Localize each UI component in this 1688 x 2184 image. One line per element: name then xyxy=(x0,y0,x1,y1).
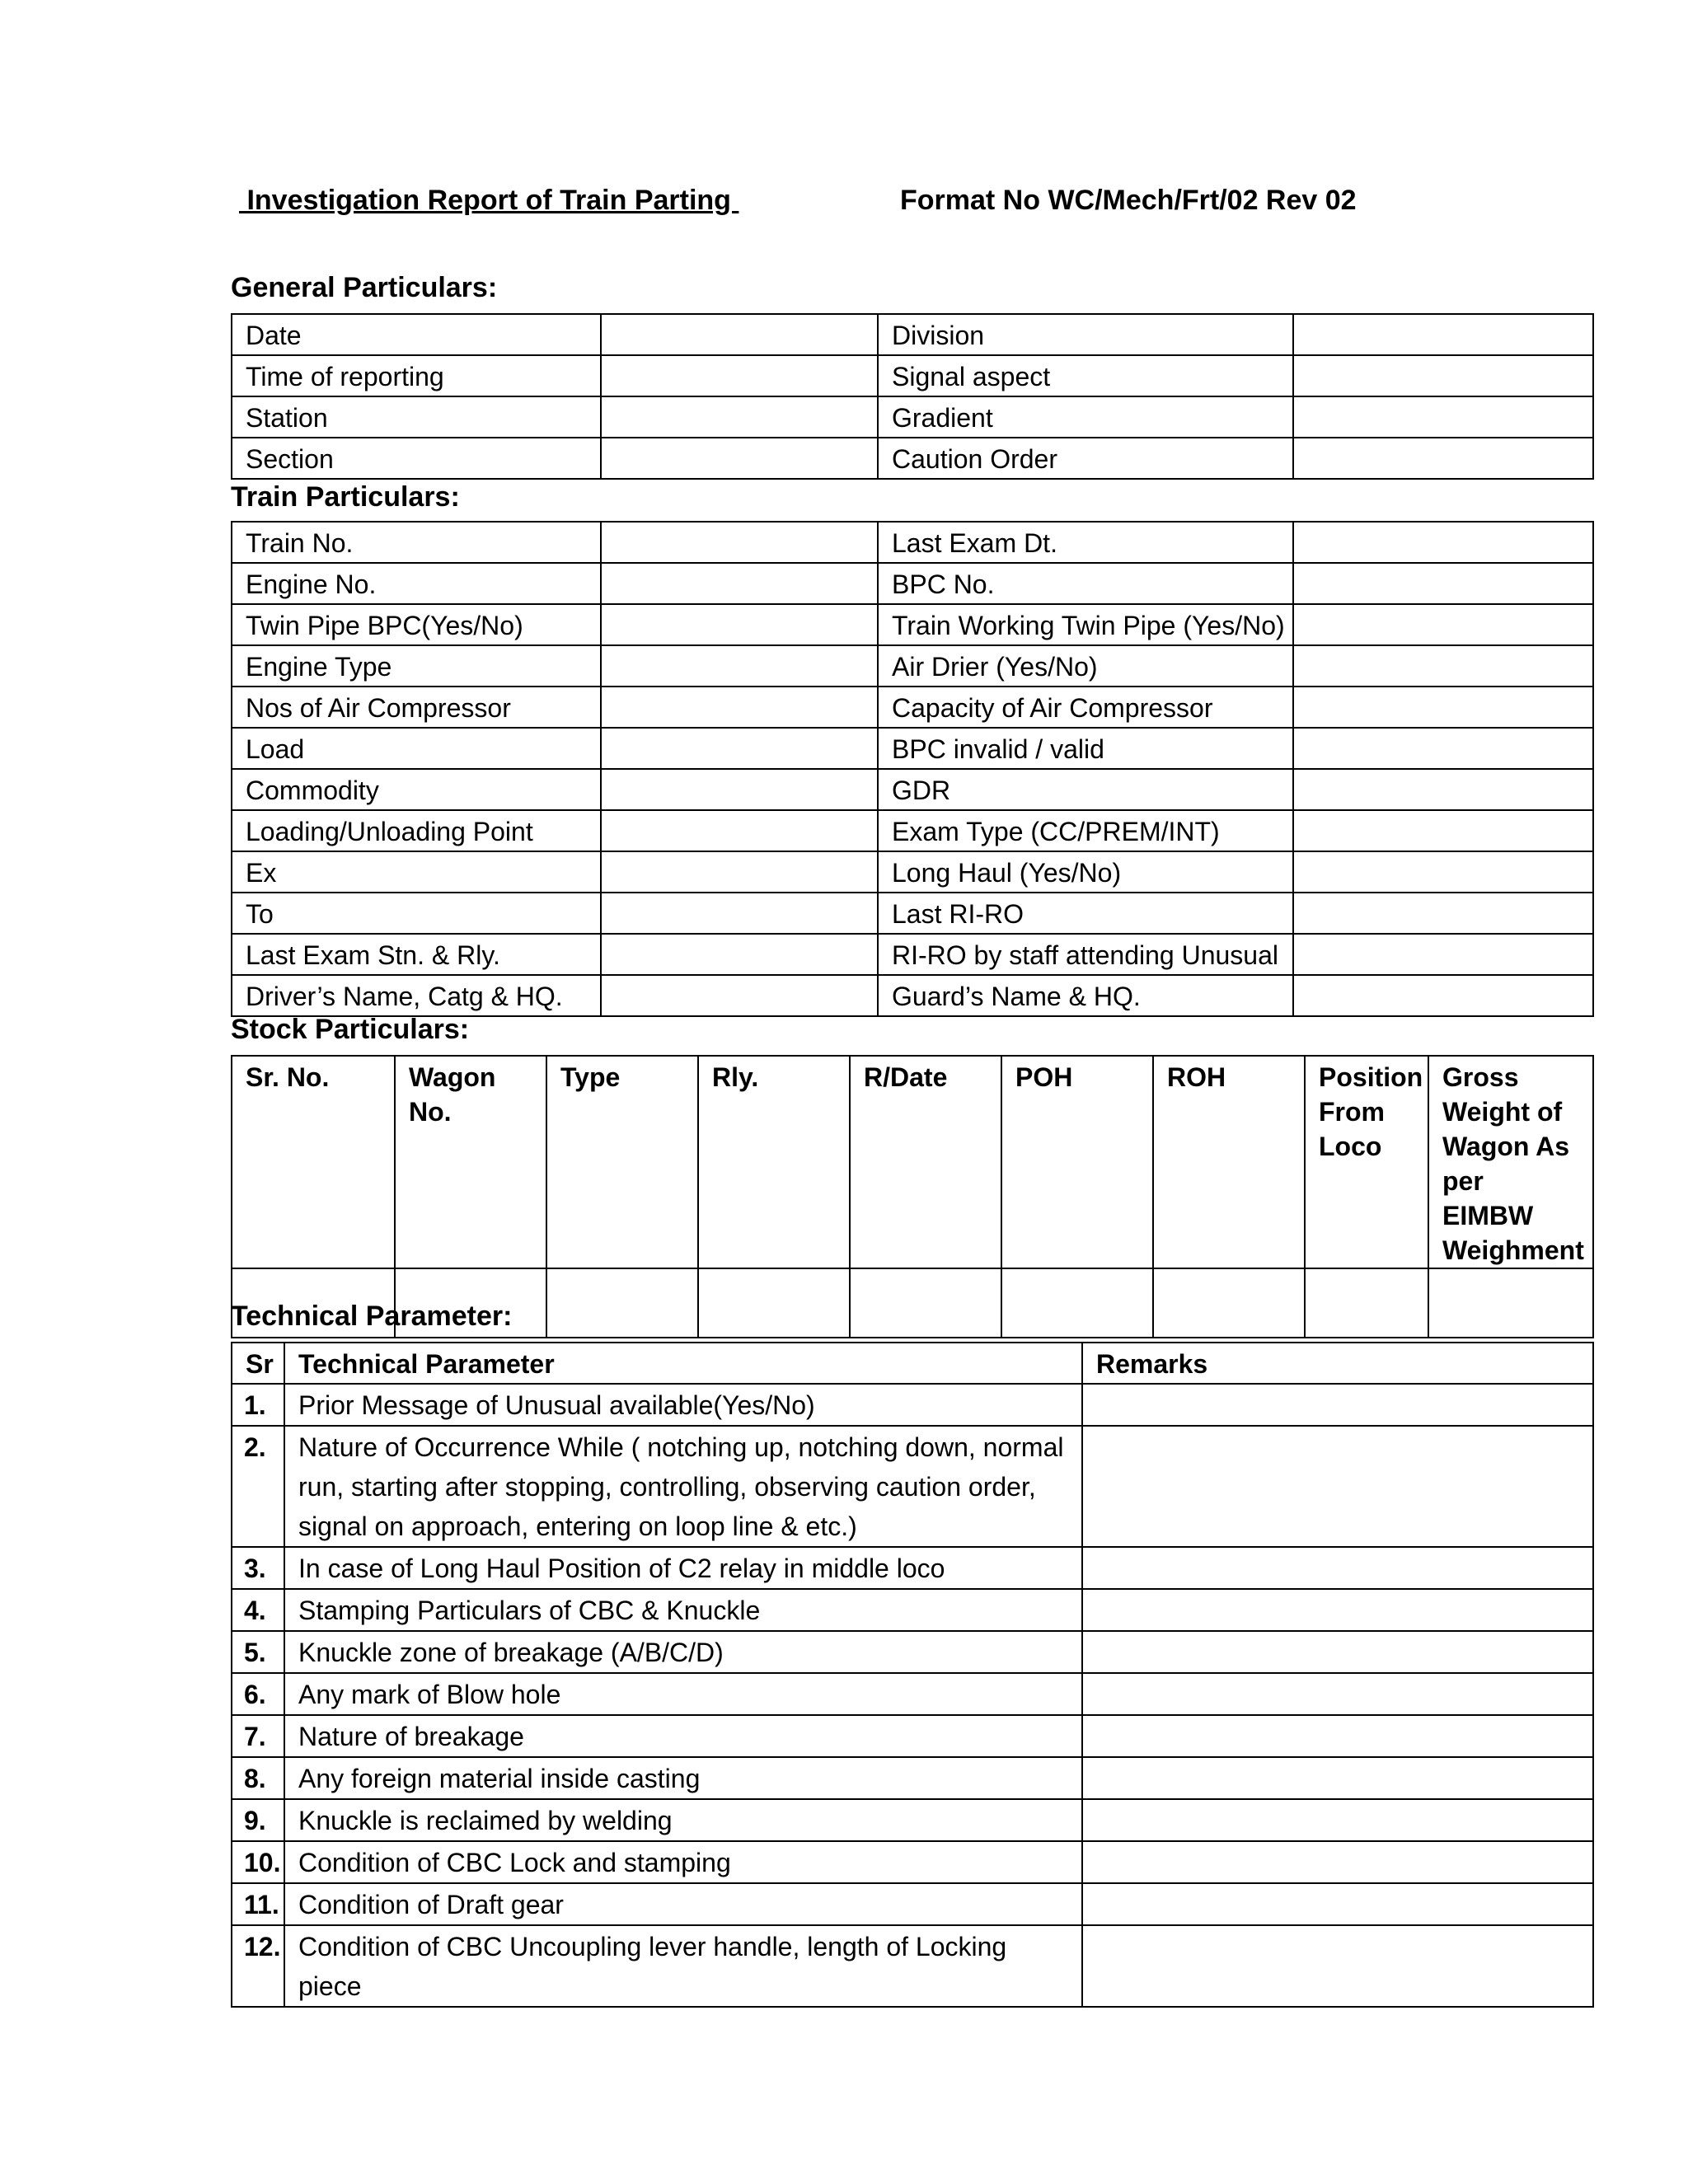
train-heading: Train Particulars: xyxy=(231,481,460,513)
tech-parameter: Prior Message of Unusual available(Yes/No) xyxy=(284,1384,1082,1426)
general-label: Station xyxy=(232,396,601,438)
tech-sr: 3. xyxy=(232,1547,284,1589)
general-label: Date xyxy=(232,314,601,355)
train-value-field[interactable] xyxy=(601,522,878,563)
tech-sr: 6. xyxy=(232,1673,284,1715)
tech-row xyxy=(232,1925,1593,2007)
train-value-field[interactable] xyxy=(1293,645,1593,687)
train-label: Loading/Unloading Point xyxy=(232,810,601,851)
tech-sr: 1. xyxy=(232,1384,284,1426)
train-label: Train Working Twin Pipe (Yes/No) xyxy=(878,604,1293,645)
train-label: Nos of Air Compressor xyxy=(232,687,601,728)
tech-parameter: Condition of CBC Uncoupling lever handle, length of Locking piece xyxy=(284,1925,1082,2007)
train-label: Engine No. xyxy=(232,563,601,604)
tech-remarks-field[interactable] xyxy=(1082,1841,1593,1883)
stock-entry-field[interactable] xyxy=(698,1268,850,1338)
train-row xyxy=(232,604,1593,645)
train-row xyxy=(232,810,1593,851)
general-row xyxy=(232,355,1593,396)
stock-col-header: Wagon No. xyxy=(395,1056,546,1268)
format-number: Format No WC/Mech/Frt/02 Rev 02 xyxy=(900,185,1357,216)
train-label: Capacity of Air Compressor xyxy=(878,687,1293,728)
tech-row xyxy=(232,1757,1593,1799)
tech-sr: 11. xyxy=(232,1883,284,1925)
train-value-field[interactable] xyxy=(601,851,878,893)
train-particulars-table xyxy=(231,521,1594,1017)
train-value-field[interactable] xyxy=(601,769,878,810)
train-value-field[interactable] xyxy=(601,563,878,604)
general-value-field[interactable] xyxy=(601,355,878,396)
tech-row xyxy=(232,1799,1593,1841)
tech-parameter: Knuckle is reclaimed by welding xyxy=(284,1799,1082,1841)
train-label: GDR xyxy=(878,769,1293,810)
train-label: Ex xyxy=(232,851,601,893)
stock-particulars-table xyxy=(231,1055,1594,1338)
tech-parameter: Nature of Occurrence While ( notching up, notching down, normal run, starting after stopping, controlling, observing caution order, signal on approach, entering on loop line & etc.) xyxy=(284,1426,1082,1547)
tech-remarks-field[interactable] xyxy=(1082,1384,1593,1426)
train-value-field[interactable] xyxy=(1293,975,1593,1016)
stock-col-header: ROH xyxy=(1153,1056,1305,1268)
general-label: Signal aspect xyxy=(878,355,1293,396)
train-label: Last Exam Dt. xyxy=(878,522,1293,563)
train-value-field[interactable] xyxy=(601,645,878,687)
train-value-field[interactable] xyxy=(601,728,878,769)
stock-entry-field[interactable] xyxy=(850,1268,1001,1338)
train-label: Guard’s Name & HQ. xyxy=(878,975,1293,1016)
tech-sr: 10. xyxy=(232,1841,284,1883)
general-particulars-table xyxy=(231,313,1594,480)
general-label: Time of reporting xyxy=(232,355,601,396)
tech-parameter: Condition of CBC Lock and stamping xyxy=(284,1841,1082,1883)
train-label: To xyxy=(232,893,601,934)
tech-remarks-field[interactable] xyxy=(1082,1589,1593,1631)
tech-parameter: Any foreign material inside casting xyxy=(284,1757,1082,1799)
tech-sr: 2. xyxy=(232,1426,284,1547)
tech-remarks-field[interactable] xyxy=(1082,1547,1593,1589)
train-value-field[interactable] xyxy=(1293,563,1593,604)
stock-entry-field[interactable] xyxy=(1305,1268,1428,1338)
train-row xyxy=(232,975,1593,1016)
train-row xyxy=(232,522,1593,563)
tech-sr: 5. xyxy=(232,1631,284,1673)
train-row xyxy=(232,851,1593,893)
train-label: Air Drier (Yes/No) xyxy=(878,645,1293,687)
train-row xyxy=(232,728,1593,769)
tech-remarks-field[interactable] xyxy=(1082,1426,1593,1547)
stock-entry-field[interactable] xyxy=(1153,1268,1305,1338)
train-value-field[interactable] xyxy=(1293,934,1593,975)
train-label: BPC No. xyxy=(878,563,1293,604)
general-label: Caution Order xyxy=(878,438,1293,479)
stock-heading: Stock Particulars: xyxy=(231,1014,470,1045)
stock-col-header: POH xyxy=(1001,1056,1153,1268)
general-label: Section xyxy=(232,438,601,479)
tech-heading: Technical Parameter: xyxy=(231,1301,513,1332)
train-label: Twin Pipe BPC(Yes/No) xyxy=(232,604,601,645)
tech-parameter: Knuckle zone of breakage (A/B/C/D) xyxy=(284,1631,1082,1673)
general-label: Gradient xyxy=(878,396,1293,438)
general-row xyxy=(232,438,1593,479)
general-value-field[interactable] xyxy=(601,438,878,479)
train-label: Last Exam Stn. & Rly. xyxy=(232,934,601,975)
tech-row xyxy=(232,1589,1593,1631)
stock-entry-field[interactable] xyxy=(1001,1268,1153,1338)
stock-entry-field[interactable] xyxy=(546,1268,698,1338)
train-value-field[interactable] xyxy=(1293,769,1593,810)
train-label: Last RI-RO xyxy=(878,893,1293,934)
general-heading: General Particulars: xyxy=(231,272,498,303)
train-value-field[interactable] xyxy=(601,934,878,975)
tech-col-parameter: Technical Parameter xyxy=(284,1343,1082,1384)
train-row xyxy=(232,769,1593,810)
train-row xyxy=(232,893,1593,934)
tech-row xyxy=(232,1547,1593,1589)
report-title: Investigation Report of Train Parting xyxy=(239,185,739,216)
tech-sr: 7. xyxy=(232,1715,284,1757)
train-value-field[interactable] xyxy=(1293,893,1593,934)
tech-remarks-field[interactable] xyxy=(1082,1883,1593,1925)
general-row xyxy=(232,314,1593,355)
train-value-field[interactable] xyxy=(1293,687,1593,728)
tech-row xyxy=(232,1673,1593,1715)
train-value-field[interactable] xyxy=(601,975,878,1016)
tech-sr: 8. xyxy=(232,1757,284,1799)
tech-row xyxy=(232,1426,1593,1547)
train-label: Load xyxy=(232,728,601,769)
tech-row xyxy=(232,1841,1593,1883)
general-label: Division xyxy=(878,314,1293,355)
stock-entry-field[interactable] xyxy=(1428,1268,1593,1338)
stock-col-header: Gross Weight of Wagon As per EIMBW Weighment xyxy=(1428,1056,1593,1268)
tech-remarks-field[interactable] xyxy=(1082,1631,1593,1673)
train-label: Long Haul (Yes/No) xyxy=(878,851,1293,893)
train-label: BPC invalid / valid xyxy=(878,728,1293,769)
train-row xyxy=(232,934,1593,975)
tech-remarks-field[interactable] xyxy=(1082,1715,1593,1757)
general-row xyxy=(232,396,1593,438)
train-label: RI-RO by staff attending Unusual xyxy=(878,934,1293,975)
stock-col-header: Type xyxy=(546,1056,698,1268)
tech-parameter: Nature of breakage xyxy=(284,1715,1082,1757)
train-label: Commodity xyxy=(232,769,601,810)
tech-parameter: Condition of Draft gear xyxy=(284,1883,1082,1925)
tech-remarks-field[interactable] xyxy=(1082,1673,1593,1715)
tech-col-sr: Sr xyxy=(232,1343,284,1384)
tech-row xyxy=(232,1384,1593,1426)
general-value-field[interactable] xyxy=(601,396,878,438)
stock-col-header: Rly. xyxy=(698,1056,850,1268)
stock-col-header: R/Date xyxy=(850,1056,1001,1268)
tech-parameter: Any mark of Blow hole xyxy=(284,1673,1082,1715)
train-value-field[interactable] xyxy=(1293,604,1593,645)
train-value-field[interactable] xyxy=(601,893,878,934)
tech-parameter: In case of Long Haul Position of C2 relay in middle loco xyxy=(284,1547,1082,1589)
general-value-field[interactable] xyxy=(1293,396,1593,438)
train-value-field[interactable] xyxy=(1293,522,1593,563)
train-row xyxy=(232,645,1593,687)
tech-col-remarks: Remarks xyxy=(1082,1343,1593,1384)
train-value-field[interactable] xyxy=(601,604,878,645)
train-value-field[interactable] xyxy=(1293,728,1593,769)
stock-col-header: Sr. No. xyxy=(232,1056,395,1268)
tech-sr: 9. xyxy=(232,1799,284,1841)
train-value-field[interactable] xyxy=(601,810,878,851)
tech-remarks-field[interactable] xyxy=(1082,1799,1593,1841)
train-value-field[interactable] xyxy=(601,687,878,728)
tech-parameter: Stamping Particulars of CBC & Knuckle xyxy=(284,1589,1082,1631)
tech-row xyxy=(232,1883,1593,1925)
general-value-field[interactable] xyxy=(1293,355,1593,396)
general-value-field[interactable] xyxy=(1293,438,1593,479)
train-label: Train No. xyxy=(232,522,601,563)
tech-remarks-field[interactable] xyxy=(1082,1757,1593,1799)
train-row xyxy=(232,687,1593,728)
tech-sr: 12. xyxy=(232,1925,284,2007)
train-value-field[interactable] xyxy=(1293,810,1593,851)
stock-col-header: Position From Loco xyxy=(1305,1056,1428,1268)
tech-row xyxy=(232,1631,1593,1673)
general-value-field[interactable] xyxy=(1293,314,1593,355)
tech-sr: 4. xyxy=(232,1589,284,1631)
general-value-field[interactable] xyxy=(601,314,878,355)
train-label: Engine Type xyxy=(232,645,601,687)
tech-remarks-field[interactable] xyxy=(1082,1925,1593,2007)
tech-row xyxy=(232,1715,1593,1757)
train-value-field[interactable] xyxy=(1293,851,1593,893)
technical-parameter-table xyxy=(231,1342,1594,2008)
train-row xyxy=(232,563,1593,604)
train-label: Driver’s Name, Catg & HQ. xyxy=(232,975,601,1016)
train-label: Exam Type (CC/PREM/INT) xyxy=(878,810,1293,851)
